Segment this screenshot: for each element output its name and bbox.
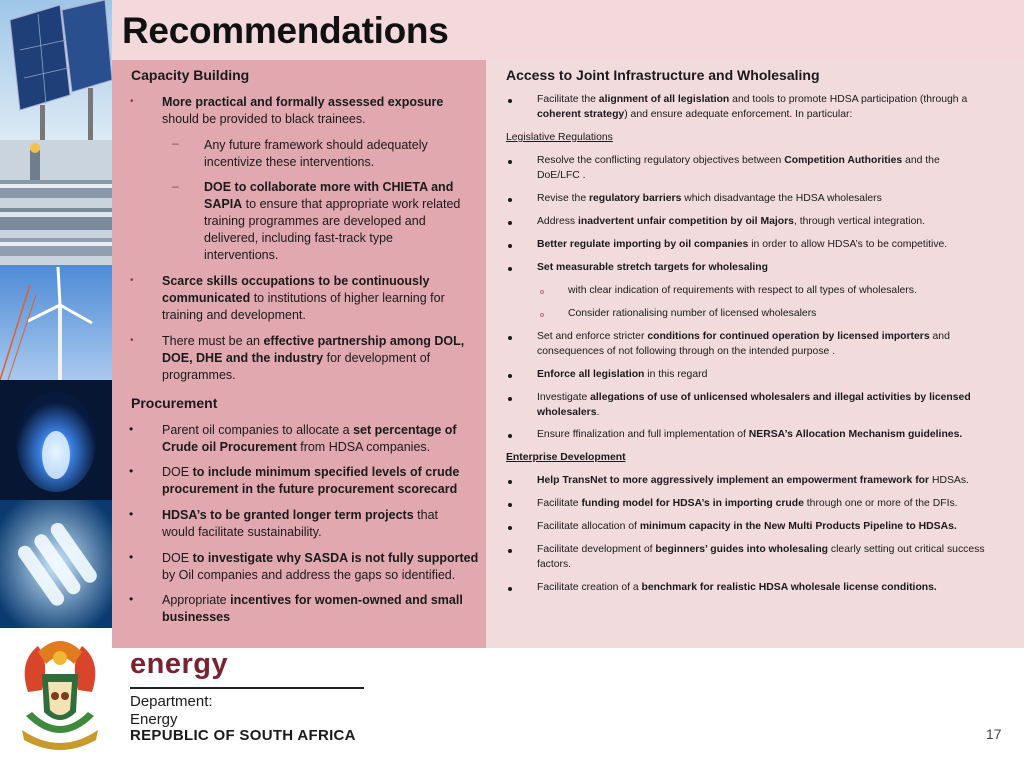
bullet-icon <box>508 198 512 202</box>
bullet-icon <box>508 397 512 401</box>
procurement-heading: Procurement <box>131 395 218 411</box>
brand-divider <box>130 687 364 689</box>
legislative-regulations-heading: Legislative Regulations <box>506 132 613 143</box>
wind-turbine-image <box>0 265 112 380</box>
capacity-item-2: Scarce skills occupations to be continuously communicated to institutions of higher learning for training and development. <box>162 274 445 322</box>
right-panel <box>486 60 1024 648</box>
capacity-building-heading: Capacity Building <box>131 67 250 83</box>
bullet-icon <box>508 221 512 225</box>
enterprise-item-5: Facilitate creation of a benchmark for realistic HDSA wholesale license conditions. <box>537 582 937 593</box>
bullet-icon <box>508 434 512 438</box>
procurement-item-4: DOE to investigate why SASDA is not fully supported by Oil companies and address the gaps so identified. <box>162 551 479 582</box>
bullet-icon: • <box>129 422 134 436</box>
bullet-icon: • <box>129 464 134 478</box>
left-panel <box>112 60 486 648</box>
legislative-item-7: Enforce all legislation in this regard <box>537 369 708 380</box>
procurement-item-5: Appropriate incentives for women-owned and small businesses <box>162 593 463 624</box>
title-bar <box>112 0 1024 60</box>
procurement-item-2: DOE to include minimum specified levels of crude procurement in the future procurement scorecard <box>162 465 460 496</box>
page-title: Recommendations <box>122 10 449 51</box>
brand-wordmark: energy <box>130 648 229 680</box>
bullet-icon <box>508 336 512 340</box>
dash-icon: – <box>172 179 179 193</box>
enterprise-item-1: Help TransNet to more aggressively implement an empowerment framework for HDSAs. <box>537 475 969 486</box>
enterprise-item-4: Facilitate development of beginners’ guides into wholesaling clearly setting out critical success factors. <box>537 544 985 570</box>
bullet-icon: • <box>130 96 134 107</box>
capacity-subitem-2: DOE to collaborate more with CHIETA and SAPIA to ensure that appropriate work related training programmes are developed and delivered, including fast-track type interventions. <box>204 180 461 262</box>
bullet-icon: • <box>130 335 134 346</box>
legislative-item-9: Ensure ffinalization and full implementation of NERSA’s Allocation Mechanism guidelines. <box>537 429 963 440</box>
legislative-item-2: Revise the regulatory barriers which disadvantage the HDSA wholesalers <box>537 193 882 204</box>
capacity-item-3: There must be an effective partnership among DOL, DOE, DHE and the industry for development of programmes. <box>162 334 465 382</box>
country-label: REPUBLIC OF SOUTH AFRICA <box>130 727 356 744</box>
bullet-icon: • <box>129 550 134 564</box>
department-name: Energy <box>130 711 178 728</box>
bullet-icon <box>508 549 512 553</box>
legislative-subitem-2: Consider rationalising number of licensed wholesalers <box>568 308 817 319</box>
legislative-item-1: Resolve the conflicting regulatory objectives between Competition Authorities and the DoE/LFC . <box>537 155 940 181</box>
bullet-icon <box>508 160 512 164</box>
bullet-icon: • <box>129 592 134 606</box>
enterprise-item-2: Facilitate funding model for HDSA’s in importing crude through one or more of the DFIs. <box>537 498 958 509</box>
legislative-item-5: Set measurable stretch targets for wholesaling <box>537 262 768 273</box>
pipelines-image <box>0 140 112 265</box>
sub-bullet-icon <box>540 313 544 317</box>
legislative-item-8: Investigate allegations of use of unlicensed wholesalers and illegal activities by licensed wholesalers. <box>537 392 971 418</box>
access-item-1: Facilitate the alignment of all legislation and tools to promote HDSA participation (through a coherent strategy) and ensure adequate enforcement. In particular: <box>537 94 968 120</box>
procurement-item-3: HDSA’s to be granted longer term projects that would facilitate sustainability. <box>162 508 438 539</box>
solar-panels-image <box>0 0 112 140</box>
dash-icon: – <box>172 136 179 150</box>
bullet-icon <box>508 99 512 103</box>
bullet-icon: • <box>130 275 134 286</box>
bullet-icon <box>508 587 512 591</box>
bullet-icon <box>508 503 512 507</box>
decorative-image-strip <box>0 0 112 628</box>
sub-bullet-icon <box>540 290 544 294</box>
page-number: 17 <box>986 726 1002 742</box>
access-infrastructure-heading: Access to Joint Infrastructure and Wholesaling <box>506 67 820 83</box>
procurement-item-1: Parent oil companies to allocate a set percentage of Crude oil Procurement from HDSA companies. <box>162 423 457 454</box>
legislative-item-6: Set and enforce stricter conditions for continued operation by licensed importers and consequences of not following through on the intended purpose . <box>537 331 950 357</box>
department-label: Department: <box>130 693 213 710</box>
bullet-icon: • <box>129 507 134 521</box>
light-bulb-image <box>0 500 112 628</box>
capacity-subitem-1: Any future framework should adequately incentivize these interventions. <box>204 138 428 169</box>
bullet-icon <box>508 526 512 530</box>
legislative-item-3: Address inadvertent unfair competition by oil Majors, through vertical integration. <box>537 216 926 227</box>
legislative-item-4: Better regulate importing by oil companies in order to allow HDSA’s to be competitive. <box>537 239 948 250</box>
bullet-icon <box>508 480 512 484</box>
legislative-subitem-1: with clear indication of requirements with respect to all types of wholesalers. <box>568 285 917 296</box>
capacity-item-1: More practical and formally assessed exposure should be provided to black trainees. <box>162 95 444 126</box>
bullet-icon <box>508 267 512 271</box>
enterprise-item-3: Facilitate allocation of minimum capacity in the New Multi Products Pipeline to HDSAs. <box>537 521 957 532</box>
enterprise-development-heading: Enterprise Development <box>506 452 626 463</box>
gas-flame-image <box>0 380 112 500</box>
bullet-icon <box>508 244 512 248</box>
coat-of-arms-logo <box>8 632 112 756</box>
bullet-icon <box>508 374 512 378</box>
